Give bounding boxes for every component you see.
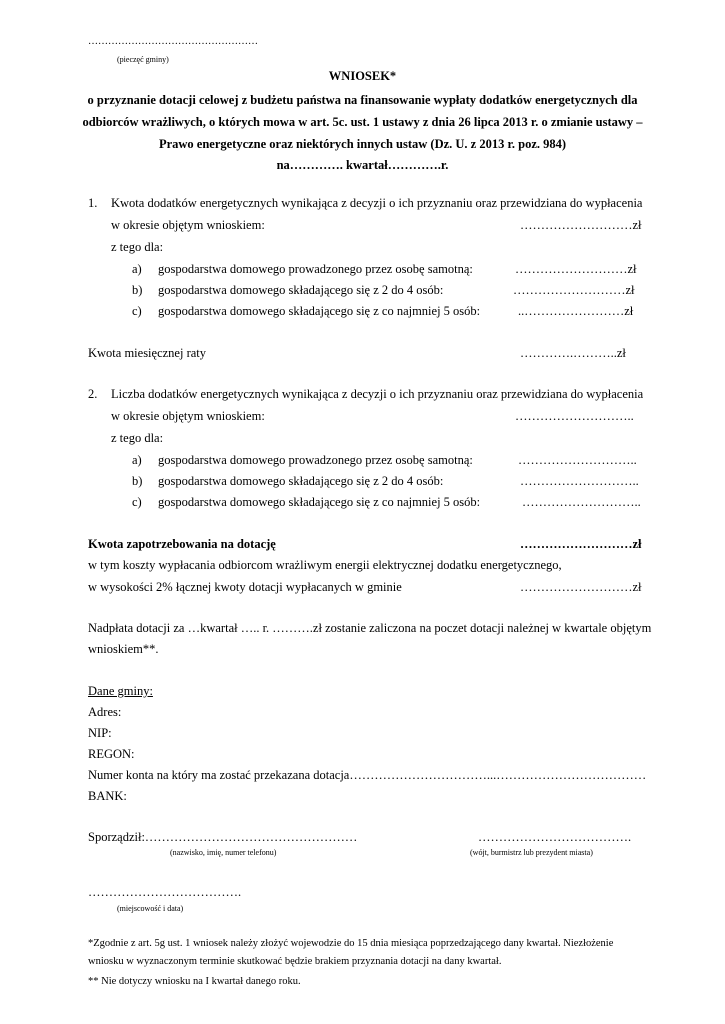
commune-nip: NIP:: [88, 726, 112, 740]
section1-item-a-letter: a): [132, 262, 142, 276]
section1-item-a-value: ………………………zł: [515, 262, 637, 276]
title-line-1: o przyznanie dotacji celowej z budżetu państwa na finansowanie wypłaty dodatków energetycznych dla: [87, 93, 638, 107]
title-line-3: Prawo energetyczne oraz niektórych innych ustaw (Dz. U. z 2013 r. poz. 984): [158, 137, 567, 151]
section2-total-value: ………………………..: [515, 409, 634, 423]
monthly-installment-value: ………….………..zł: [520, 346, 626, 360]
section2-item-a-value: ………………………..: [518, 453, 637, 467]
demand-value: ………………………zł: [520, 537, 642, 551]
stamp-label: (pieczęć gminy): [117, 55, 169, 64]
section2-item-b-label: gospodarstwa domowego składającego się z 2 do 4 osób:: [158, 474, 444, 488]
section1-item-c-letter: c): [132, 304, 142, 318]
place-date-dots: ……………………………….: [88, 885, 242, 899]
section2-item-c-value: ………………………..: [522, 495, 641, 509]
form-title: WNIOSEK*: [328, 69, 397, 83]
section2-item-b-letter: b): [132, 474, 143, 488]
section1-line-2: w okresie objętym wnioskiem:: [111, 218, 265, 232]
mayor-signature-dots: ……………………………….: [478, 830, 632, 844]
section2-line-1: Liczba dodatków energetycznych wynikająca z decyzji o ich przyznaniu oraz przewidziana do wypłacenia: [111, 387, 644, 401]
section1-intro: z tego dla:: [111, 240, 164, 254]
section2-item-c-letter: c): [132, 495, 142, 509]
section1-item-b-letter: b): [132, 283, 143, 297]
section1-total-value: ………………………zł: [520, 218, 642, 232]
stamp-dots: ……………………………………………: [88, 36, 258, 47]
commune-heading: Dane gminy:: [88, 684, 153, 698]
overpayment-line-2: wnioskiem**.: [88, 642, 159, 656]
demand-line-3: w wysokości 2% łącznej kwoty dotacji wypłacanych w gminie: [88, 580, 402, 594]
title-line-4: na…………. kwartał………….r.: [276, 158, 449, 172]
prepared-by-label: (nazwisko, imię, numer telefonu): [170, 848, 277, 857]
section2-item-c-label: gospodarstwa domowego składającego się z co najmniej 5 osób:: [158, 495, 481, 509]
section1-item-b-label: gospodarstwa domowego składającego się z 2 do 4 osób:: [158, 283, 444, 297]
commune-regon: REGON:: [88, 747, 135, 761]
title-line-2: odbiorców wrażliwych, o których mowa w art. 5c. ust. 1 ustawy z dnia 26 lipca 2013 r. o zmianie ustawy –: [82, 115, 643, 129]
place-date-label: (miejscowość i data): [117, 904, 184, 913]
demand-line-2: w tym koszty wypłacania odbiorcom wrażliwym energii elektrycznej dodatku energetycznego,: [88, 558, 562, 572]
demand-line-3-value: ………………………zł: [520, 580, 642, 594]
section1-item-b-value: ………………………zł: [513, 283, 635, 297]
demand-label: Kwota zapotrzebowania na dotację: [88, 537, 276, 551]
commune-account: Numer konta na który ma zostać przekazana dotacja……………………………...………………………………: [88, 768, 647, 782]
section2-intro: z tego dla:: [111, 431, 164, 445]
section2-number: 2.: [88, 387, 98, 401]
section1-item-c-label: gospodarstwa domowego składającego się z co najmniej 5 osób:: [158, 304, 481, 318]
footnote-1-line-2: wniosku w wyznaczonym terminie skutkować będzie brakiem przyznania dotacji na dany kwartał.: [88, 956, 502, 967]
prepared-by: Sporządził:……………………………………………: [88, 830, 358, 844]
commune-address: Adres:: [88, 705, 122, 719]
mayor-signature-label: (wójt, burmistrz lub prezydent miasta): [470, 848, 593, 857]
section1-line-1: Kwota dodatków energetycznych wynikająca z decyzji o ich przyznaniu oraz przewidziana do wypłacenia: [111, 196, 643, 210]
footnote-2: ** Nie dotyczy wniosku na I kwartał danego roku.: [88, 976, 301, 987]
footnote-1-line-1: *Zgodnie z art. 5g ust. 1 wniosek należy złożyć wojewodzie do 15 dnia miesiąca poprzedzającego dany kwartał. Niezłożenie: [88, 938, 614, 949]
section2-item-a-label: gospodarstwa domowego prowadzonego przez osobę samotną:: [158, 453, 473, 467]
monthly-installment-label: Kwota miesięcznej raty: [88, 346, 207, 360]
commune-bank: BANK:: [88, 789, 127, 803]
section1-item-c-value: ..……………………zł: [518, 304, 634, 318]
section1-number: 1.: [88, 196, 98, 210]
section2-item-b-value: ………………………..: [520, 474, 639, 488]
section1-item-a-label: gospodarstwa domowego prowadzonego przez osobę samotną:: [158, 262, 473, 276]
section2-item-a-letter: a): [132, 453, 142, 467]
section2-line-2: w okresie objętym wnioskiem:: [111, 409, 265, 423]
overpayment-line-1: Nadpłata dotacji za …kwartał ….. r. ……….zł zostanie zaliczona na poczet dotacji należnej w kwartale objętym: [88, 621, 652, 635]
